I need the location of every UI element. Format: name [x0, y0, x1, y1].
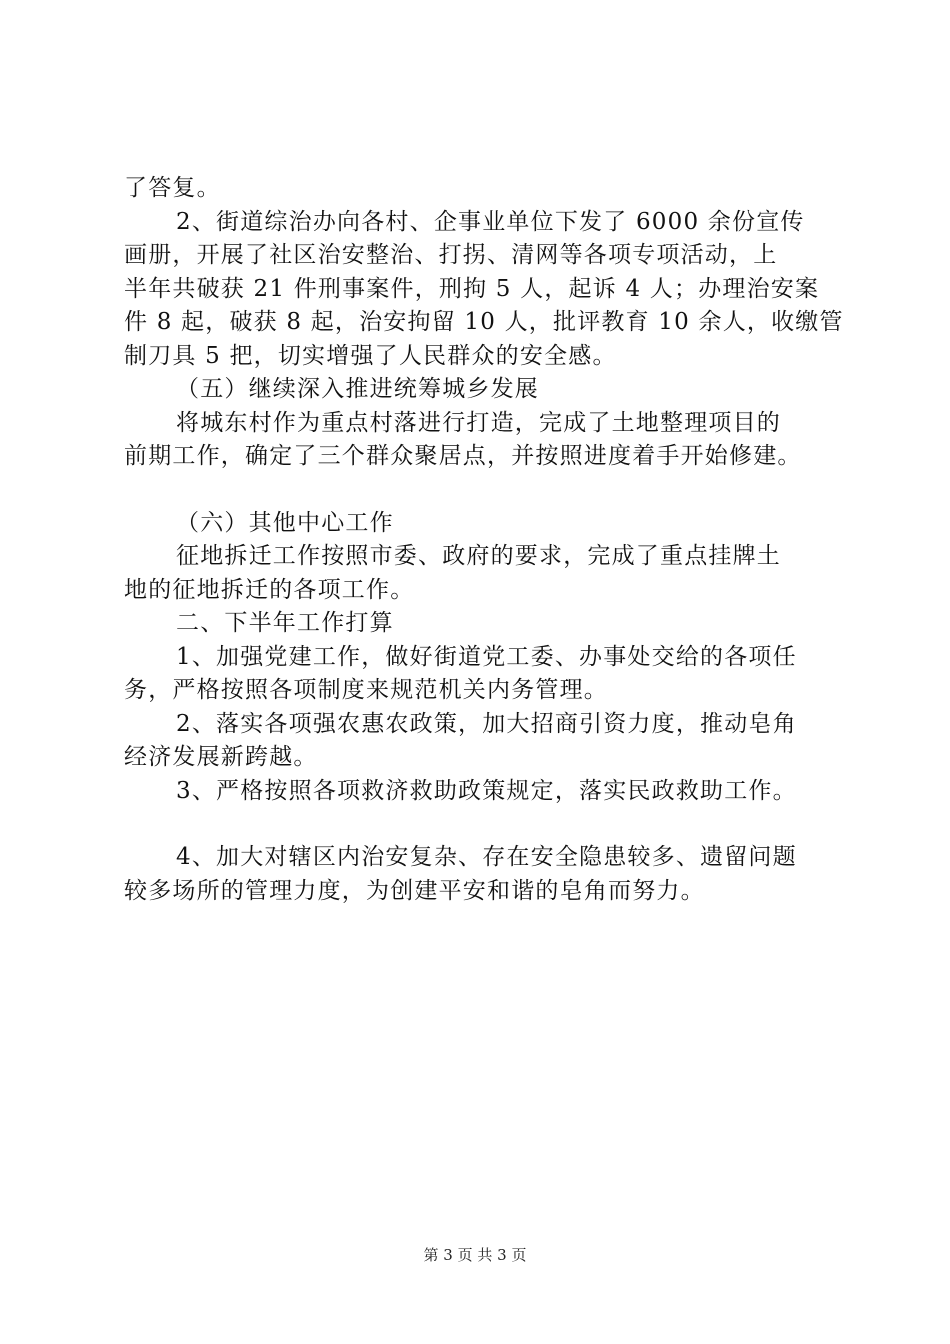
paragraph-line: 务，严格按照各项制度来规范机关内务管理。 — [124, 677, 608, 703]
paragraph-line: 将城东村作为重点村落进行打造，完成了土地整理项目的 — [176, 409, 781, 436]
document-body — [124, 172, 844, 908]
paragraph-line: 前期工作，确定了三个群众聚居点，并按照进度着手开始修建。 — [124, 443, 802, 469]
paragraph-line: 1、加强党建工作，做好街道党工委、办事处交给的各项任 — [176, 643, 797, 670]
paragraph-gap — [124, 474, 840, 507]
paragraph-line: 地的征地拆迁的各项工作。 — [124, 576, 415, 603]
section-heading: （五）继续深入推进统筹城乡发展 — [176, 376, 539, 402]
paragraph-line: 2、落实各项强农惠农政策，加大招商引资力度，推动皂角 — [176, 710, 797, 737]
paragraph-line: 较多场所的管理力度，为创建平安和谐的皂角而努力。 — [124, 877, 705, 904]
page-footer: 第 3 页 共 3 页 — [423, 1246, 527, 1264]
paragraph-line: 件 8 起，破获 8 起，治安拘留 10 人，批评教育 10 余人，收缴管 — [124, 309, 844, 335]
paragraph-line: 3、严格按照各项救济救助政策规定，落实民政救助工作。 — [176, 777, 797, 804]
section-heading: 二、下半年工作打算 — [176, 610, 394, 636]
paragraph-line: 制刀具 5 把，切实增强了人民群众的安全感。 — [124, 342, 617, 369]
paragraph-line: 征地拆迁工作按照市委、政府的要求，完成了重点挂牌土 — [176, 543, 781, 569]
paragraph-line: 4、加大对辖区内治安复杂、存在安全隐患较多、遗留问题 — [176, 844, 797, 870]
paragraph-gap — [124, 808, 840, 841]
section-heading: （六）其他中心工作 — [176, 509, 394, 536]
paragraph-line: 2、街道综治办向各村、企事业单位下发了 6000 余份宣传 — [176, 208, 805, 235]
paragraph-line: 画册，开展了社区治安整治、打拐、清网等各项专项活动，上 — [124, 242, 778, 268]
paragraph-line: 半年共破获 21 件刑事案件，刑拘 5 人，起诉 4 人；办理治安案 — [124, 275, 820, 302]
paragraph-line: 了答复。 — [124, 175, 221, 201]
paragraph-line: 经济发展新跨越。 — [124, 744, 318, 770]
